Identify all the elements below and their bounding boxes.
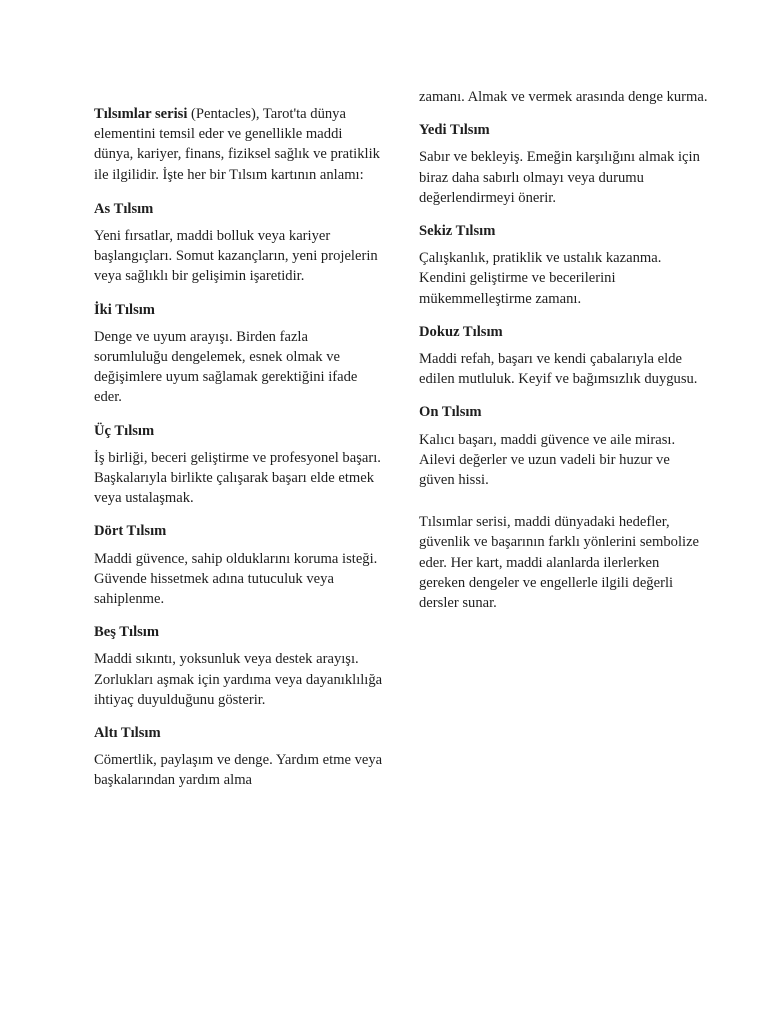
- card-text-iki: Denge ve uyum arayışı. Birden fazla sorumluluğu dengelemek, esnek olmak ve değişimlere uyum sağlamak gerektiğini ifade eder.: [94, 328, 358, 406]
- card-title-sekiz: Sekiz Tılsım: [419, 223, 496, 240]
- card-text-yedi: Sabır ve bekleyiş. Emeğin karşılığını almak için biraz daha sabırlı olmayı veya durumu değerlendirmeyi önerir.: [419, 149, 700, 206]
- card-title-uc: Üç Tılsım: [94, 422, 155, 439]
- card-text-as: Yeni fırsatlar, maddi bolluk veya kariyer başlangıçları. Somut kazançların, yeni projelerin veya sağlıklı bir gelişimin işaretidir.: [94, 228, 378, 285]
- card-title-iki: İki Tılsım: [94, 301, 155, 318]
- intro-bold: Tılsımlar serisi: [94, 106, 188, 122]
- card-title-on: On Tılsım: [419, 404, 482, 421]
- card-text-bes: Maddi sıkıntı, yoksunluk veya destek arayışı. Zorlukları aşmak için yardıma veya dayanıklılığa ihtiyaç duyulduğunu gösterir.: [94, 651, 383, 708]
- card-title-alti: Altı Tılsım: [94, 725, 161, 742]
- conclusion-paragraph: Tılsımlar serisi, maddi dünyadaki hedefler, güvenlik ve başarının farklı yönlerini sembolize eder. Her kart, maddi alanlarda ilerlerken gereken dengeler ve engellerle ilgili değerli dersler sunar.: [419, 514, 700, 612]
- card-title-as: As Tılsım: [94, 200, 154, 217]
- card-text-alti: Cömertlik, paylaşım ve denge. Yardım etme veya başkalarından yardım alma: [94, 752, 383, 789]
- card-title-yedi: Yedi Tılsım: [419, 122, 490, 139]
- card-title-bes: Beş Tılsım: [94, 624, 160, 641]
- card-text-uc: İş birliği, beceri geliştirme ve profesyonel başarı. Başkalarıyla birlikte çalışarak başarı elde etmek veya ustalaşmak.: [94, 449, 381, 507]
- card-text-dokuz: Maddi refah, başarı ve kendi çabalarıyla elde edilen mutluluk. Keyif ve bağımsızlık duygusu.: [419, 351, 698, 388]
- card-text-sekiz: Çalışkanlık, pratiklik ve ustalık kazanma. Kendini geliştirme ve becerilerini mükemmelleştirme zamanı.: [419, 250, 662, 307]
- right-column: [419, 87, 709, 613]
- card-title-dokuz: Dokuz Tılsım: [419, 323, 503, 340]
- card-text-on: Kalıcı başarı, maddi güvence ve aile mirası. Ailevi değerler ve uzun vadeli bir huzur ve güven hissi.: [419, 431, 676, 489]
- left-column: [94, 104, 384, 804]
- card-title-dort: Dört Tılsım: [94, 523, 167, 540]
- card-text-dort: Maddi güvence, sahip olduklarını koruma isteği. Güvende hissetmek adına tutuculuk veya sahiplenme.: [94, 550, 378, 608]
- intro-paragraph: [94, 104, 384, 185]
- intro-text: (Pentacles), Tarot'ta dünya elementini temsil eder ve genellikle maddi dünya, kariyer, finans, fiziksel sağlık ve pratiklik ile ilgilidir. İşte her bir Tılsım kartının anlamı:: [94, 106, 380, 183]
- card-text-alti-continuation: zamanı. Almak ve vermek arasında denge kurma.: [419, 89, 708, 105]
